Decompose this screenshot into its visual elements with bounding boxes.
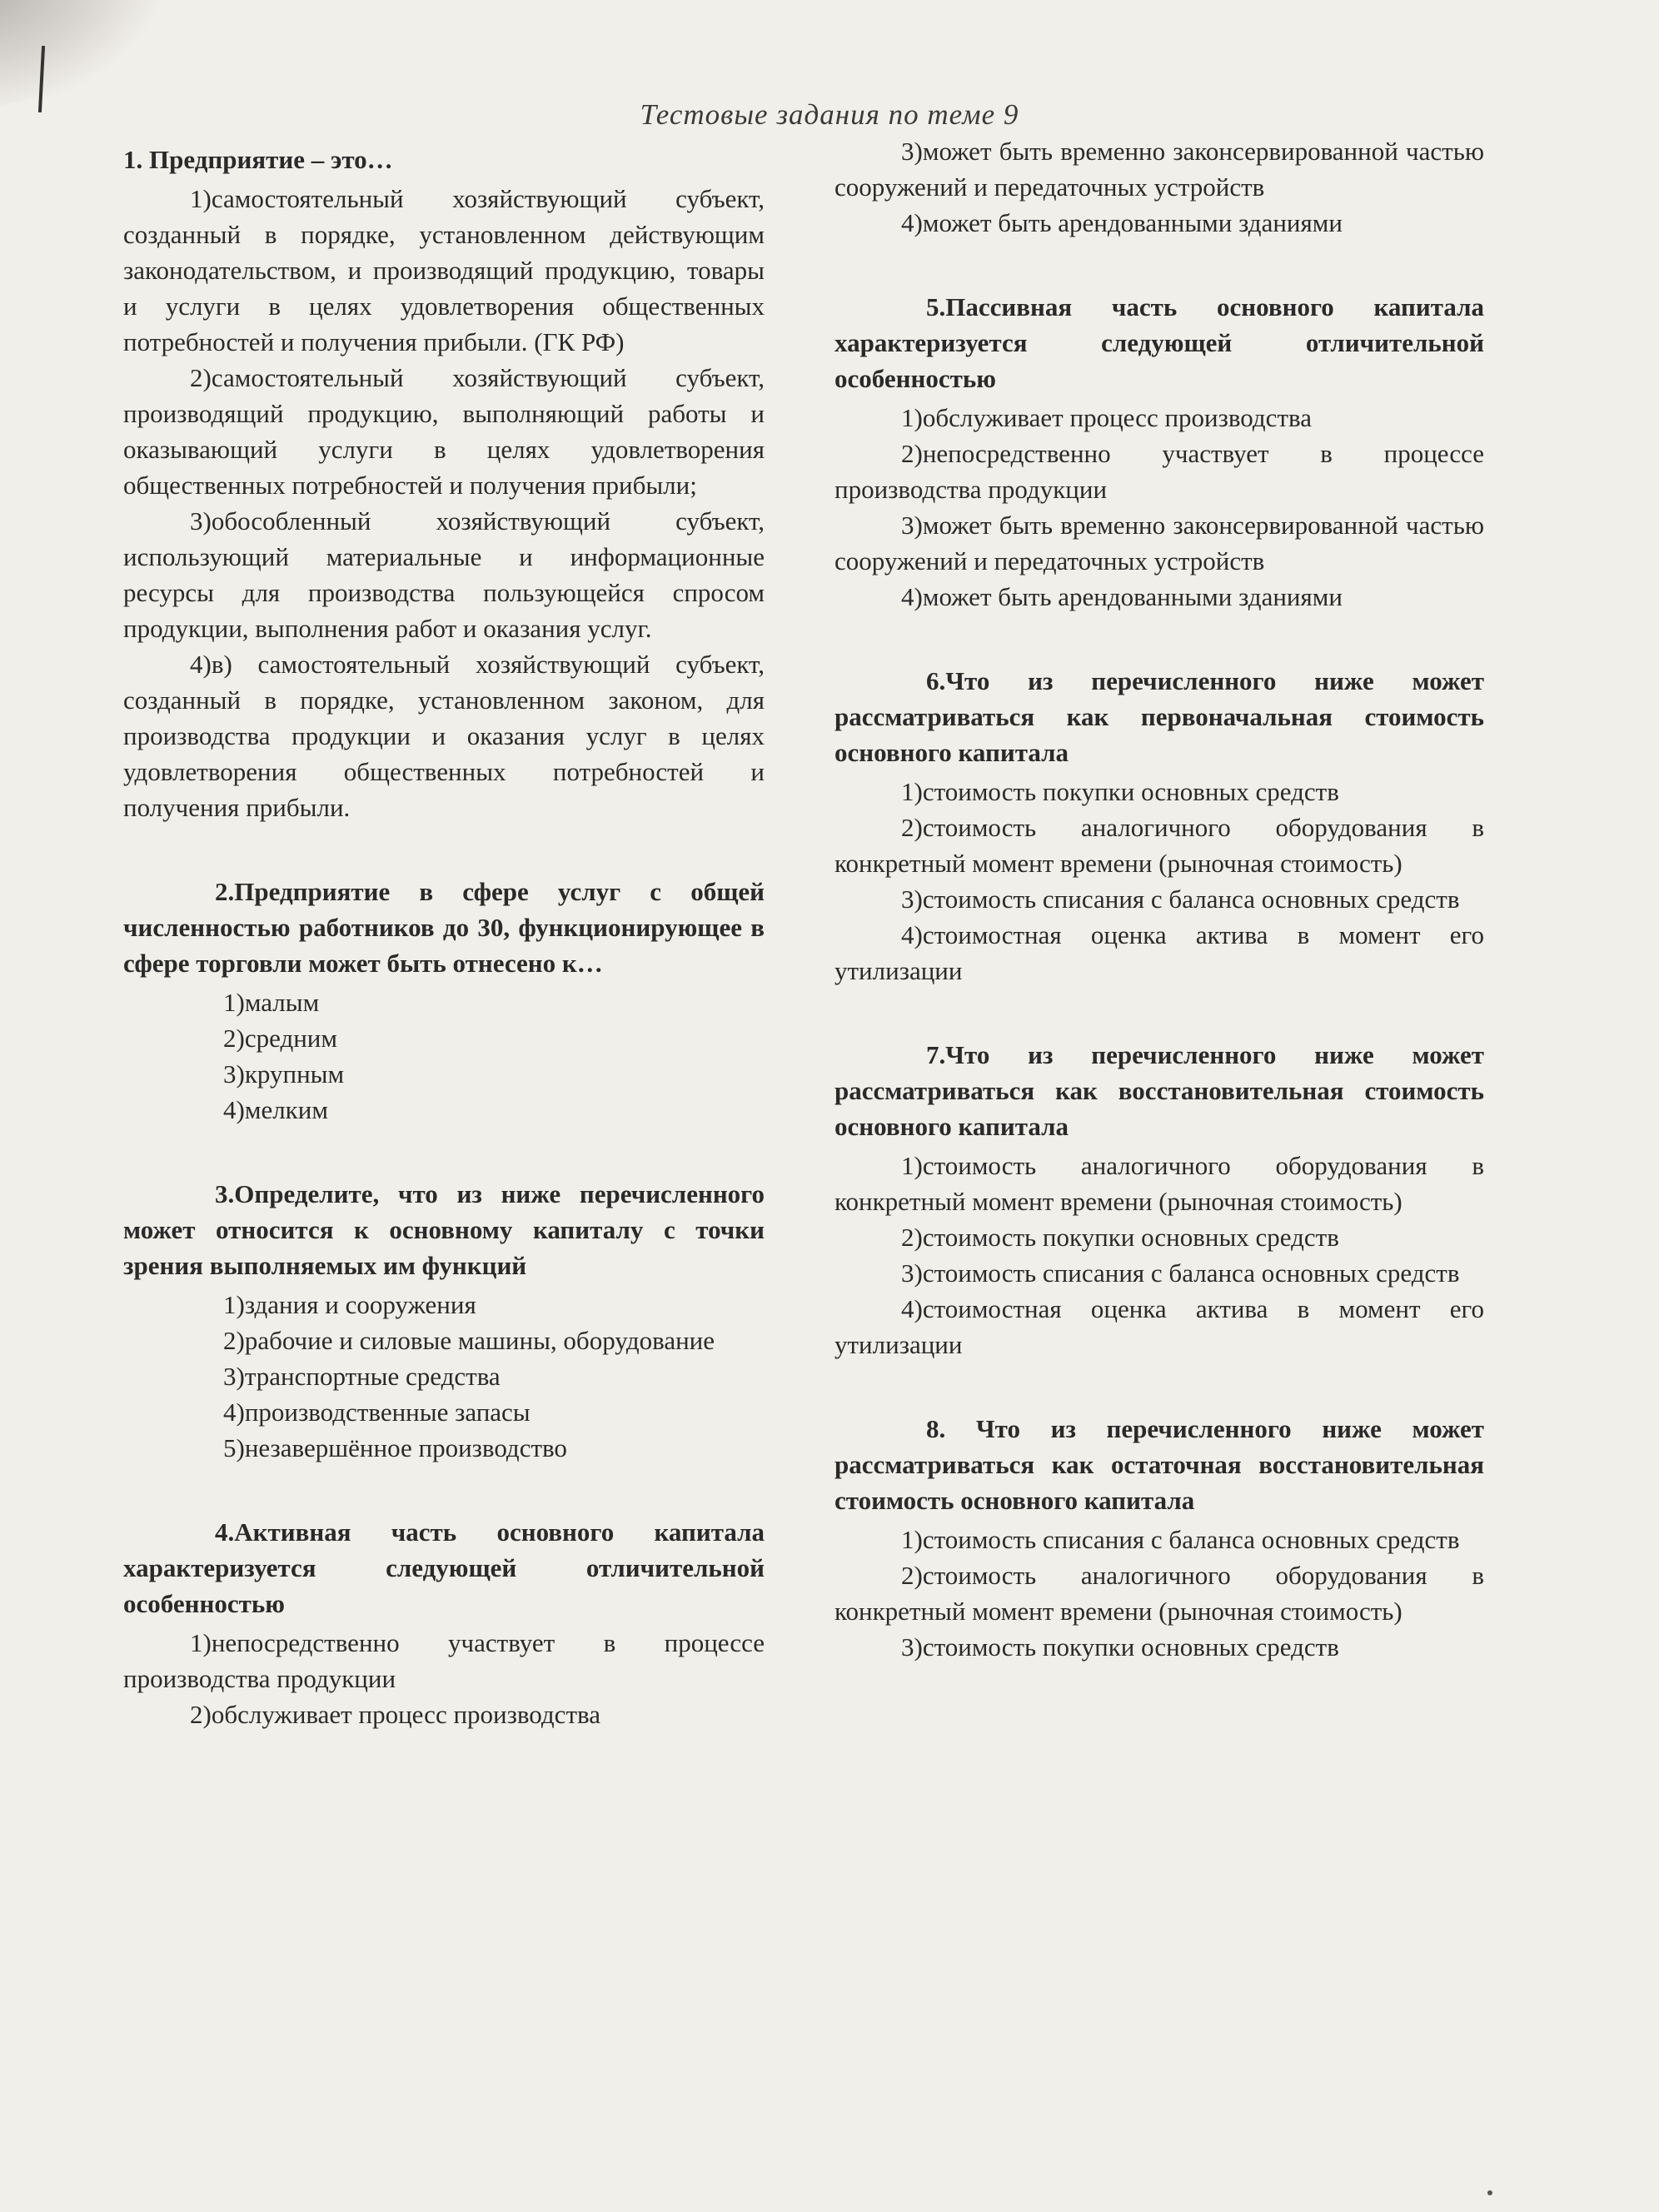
answer-option: 2)средним — [223, 1024, 338, 1053]
answer-option: 1)обслуживает процесс производства — [901, 403, 1312, 432]
answer-option: 2)самостоятельный хозяйствующий субъект, производящий продукцию, выполняющий работы и оказывающий услуги в целях удовлетворения общественных потребностей и получения прибыли; — [123, 363, 765, 500]
answer-option: 1)малым — [223, 988, 320, 1017]
right-column — [834, 133, 1484, 1713]
answer-option: 4)в) самостоятельный хозяйствующий субъект, созданный в порядке, установленном законом, для производства продукции и оказания услуг в целях удовлетворения общественных потребностей и получения прибыли. — [123, 650, 765, 822]
question-4 — [123, 1514, 765, 1732]
question-title: 1. Предприятие – это… — [123, 145, 393, 174]
answer-option: 4)может быть арендованными зданиями — [901, 582, 1343, 611]
answer-option: 2)стоимость аналогичного оборудования в конкретный момент времени (рыночная стоимость) — [834, 1561, 1484, 1626]
answer-option: 2)стоимость аналогичного оборудования в конкретный момент времени (рыночная стоимость) — [834, 813, 1484, 878]
answer-option: 3)обособленный хозяйствующий субъект, использующий материальные и информационные ресурсы для производства пользующейся спросом продукции, выполнения работ и оказания услуг. — [123, 506, 765, 643]
question-1 — [123, 142, 765, 825]
answer-option: 1)стоимость аналогичного оборудования в конкретный момент времени (рыночная стоимость) — [834, 1151, 1484, 1216]
question-title: 2.Предприятие в сфере услуг с общей численностью работников до 30, функционирующее в сфере торговли может быть отнесено к… — [123, 877, 765, 978]
answer-option: 4)может быть арендованными зданиями — [901, 208, 1343, 237]
answer-option: 3)может быть временно законсервированной частью сооружений и передаточных устройств — [834, 511, 1484, 575]
answer-option: 5)незавершённое производство — [223, 1433, 567, 1462]
answer-option: 3)может быть временно законсервированной частью сооружений и передаточных устройств — [834, 137, 1484, 202]
question-title: 4.Активная часть основного капитала характеризуется следующей отличительной особенностью — [123, 1517, 765, 1618]
question-title: 8. Что из перечисленного ниже может рассматриваться как остаточная восстановительная стоимость основного капитала — [834, 1414, 1484, 1515]
scan-dot — [1487, 2190, 1492, 2195]
scan-corner-shadow — [0, 0, 179, 112]
question-title: 3.Определите, что из ниже перечисленного может относится к основному капиталу с точки зрения выполняемых им функций — [123, 1179, 765, 1280]
answer-option: 2)непосредственно участвует в процессе производства продукции — [834, 439, 1484, 504]
page-title: Тестовые задания по теме 9 — [640, 98, 1019, 131]
question-title: 6.Что из перечисленного ниже может рассматриваться как первоначальная стоимость основного капитала — [834, 666, 1484, 767]
answer-option: 4)стоимостная оценка актива в момент его утилизации — [834, 1294, 1484, 1359]
answer-option: 1)непосредственно участвует в процессе производства продукции — [123, 1628, 765, 1693]
answer-option: 2)обслуживает процесс производства — [190, 1700, 600, 1729]
answer-option: 1)здания и сооружения — [223, 1290, 476, 1319]
question-8 — [834, 1411, 1484, 1665]
answer-option: 3)стоимость списания с баланса основных средств — [901, 1258, 1460, 1288]
answer-option: 4)стоимостная оценка актива в момент его утилизации — [834, 920, 1484, 985]
question-5 — [834, 289, 1484, 615]
question-4-continued — [834, 133, 1484, 241]
question-7 — [834, 1037, 1484, 1363]
answer-option: 4)производственные запасы — [223, 1397, 531, 1427]
answer-option: 1)стоимость покупки основных средств — [901, 777, 1339, 806]
answer-option: 1)стоимость списания с баланса основных средств — [901, 1525, 1460, 1554]
question-6 — [834, 663, 1484, 989]
answer-option: 3)транспортные средства — [223, 1362, 501, 1391]
question-title: 5.Пассивная часть основного капитала характеризуется следующей отличительной особенностью — [834, 292, 1484, 393]
left-column — [123, 142, 765, 1781]
answer-option: 3)стоимость списания с баланса основных средств — [901, 884, 1460, 914]
question-3 — [123, 1176, 765, 1466]
answer-option: 3)крупным — [223, 1059, 345, 1089]
answer-option: 2)рабочие и силовые машины, оборудование — [223, 1326, 715, 1355]
answer-option: 4)мелким — [223, 1095, 328, 1124]
question-2 — [123, 874, 765, 1128]
answer-option: 2)стоимость покупки основных средств — [901, 1223, 1339, 1252]
answer-option: 1)самостоятельный хозяйствующий субъект, созданный в порядке, установленном действующим законодательством, и производящий продукцию, товары и услуги в целях удовлетворения общественных потребностей и получения прибыли. (ГК РФ) — [123, 184, 765, 356]
question-title: 7.Что из перечисленного ниже может рассматриваться как восстановительная стоимость основного капитала — [834, 1040, 1484, 1141]
answer-option: 3)стоимость покупки основных средств — [901, 1632, 1339, 1661]
